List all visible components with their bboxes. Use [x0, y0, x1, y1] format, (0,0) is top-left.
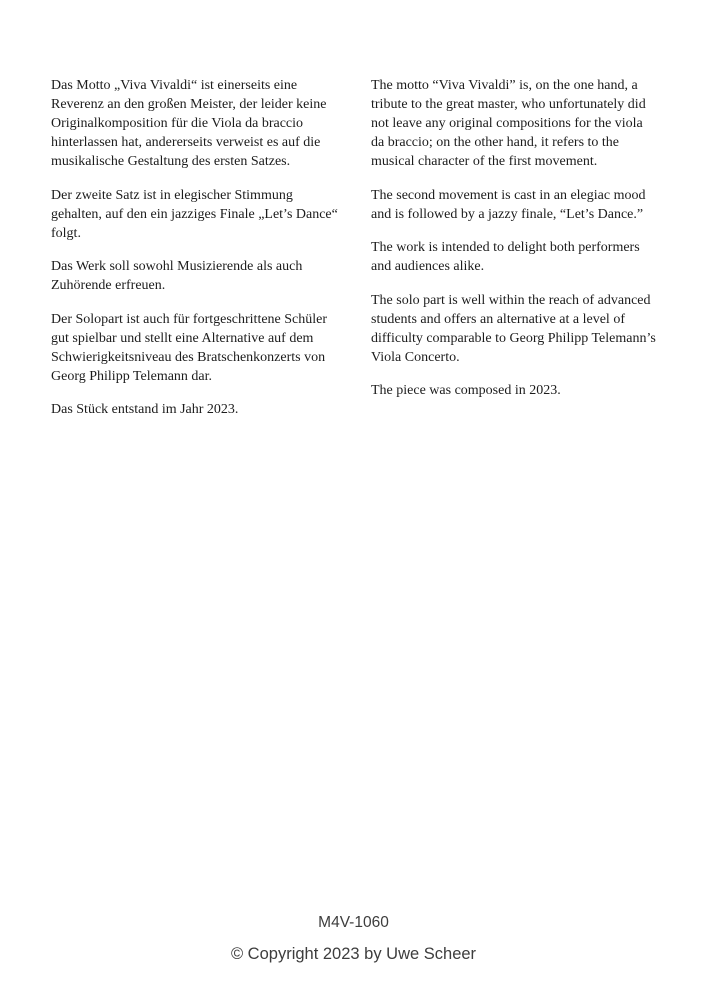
- paragraph-german-audience: Das Werk soll sowohl Musizierende als auch Zuhörende erfreuen.: [51, 259, 303, 293]
- text-columns: [51, 76, 675, 419]
- paragraph-german-second-movement: Der zweite Satz ist in elegischer Stimmung gehalten, auf den ein jazziges Finale „Let’s Dance“ folgt.: [51, 187, 338, 241]
- copyright-notice: © Copyright 2023 by Uwe Scheer: [230, 945, 477, 963]
- paragraph-english-audience: The work is intended to delight both performers and audiences alike.: [371, 240, 640, 274]
- english-text-column: [371, 76, 659, 419]
- paragraph-german-year: Das Stück entstand im Jahr 2023.: [51, 402, 239, 417]
- paragraph-german-motto: Das Motto „Viva Vivaldi“ ist einerseits eine Reverenz an den großen Meister, der leider keine Originalkomposition für die Viola da braccio hinterlassen hat, andererseits verweist es auf die musikalische Gestaltung des ersten Satzes.: [51, 78, 327, 169]
- paragraph-english-motto: The motto “Viva Vivaldi” is, on the one hand, a tribute to the great master, who unfortunately did not leave any original compositions for the viola da braccio; on the other hand, it refers to the musical character of the first movement.: [371, 78, 646, 169]
- catalog-number: M4V-1060: [318, 914, 389, 931]
- german-text-column: [51, 76, 339, 419]
- paragraph-german-solo-part: Der Solopart ist auch für fortgeschrittene Schüler gut spielbar und stellt eine Alternative auf dem Schwierigkeitsniveau des Bratschenkonzerts von Georg Philipp Telemann dar.: [51, 311, 328, 384]
- paragraph-english-second-movement: The second movement is cast in an elegiac mood and is followed by a jazzy finale, “Let’s Dance.”: [371, 187, 646, 222]
- paragraph-english-solo-part: The solo part is well within the reach of advanced students and offers an alternative at a level of difficulty comparable to Georg Philipp Telemann’s Viola Concerto.: [371, 292, 656, 365]
- paragraph-english-year: The piece was composed in 2023.: [371, 383, 561, 398]
